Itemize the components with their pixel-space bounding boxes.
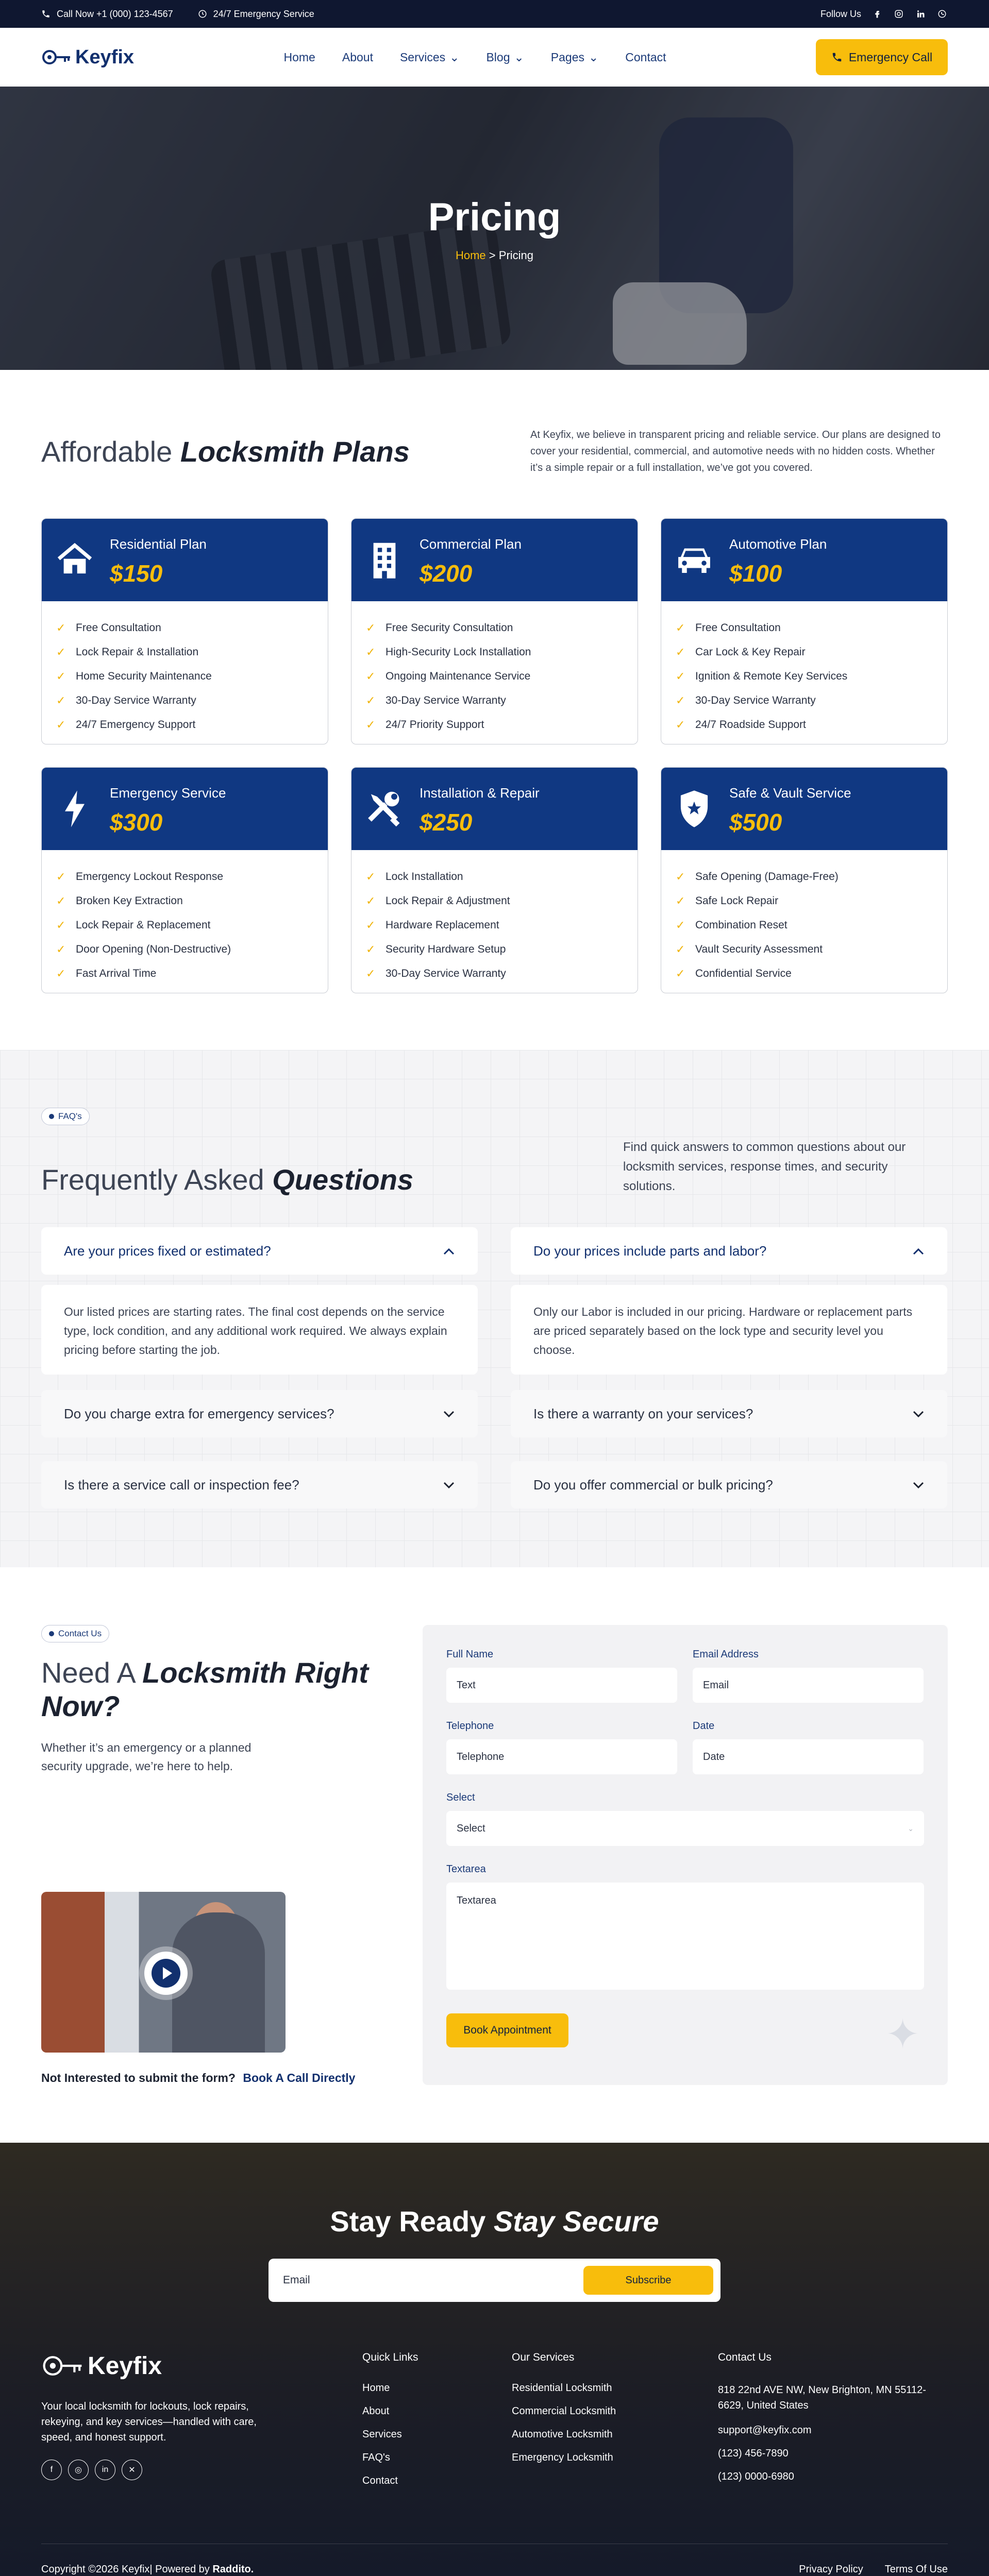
call-now[interactable] <box>41 9 173 20</box>
pricing-title <box>41 435 410 468</box>
plan-feature <box>366 640 623 664</box>
privacy-policy-link[interactable]: Privacy Policy <box>799 2564 863 2575</box>
linkedin-icon[interactable]: in <box>95 2460 115 2480</box>
plan-feature-text: 30-Day Service Warranty <box>385 694 506 706</box>
plan-feature-text: Door Opening (Non-Destructive) <box>76 943 231 955</box>
plan-name: Automotive Plan <box>729 536 827 552</box>
nav-blog-label: Blog <box>486 50 510 64</box>
instagram-icon[interactable]: ◎ <box>68 2460 89 2480</box>
breadcrumb-home[interactable]: Home <box>455 248 486 262</box>
subscribe-title-em: Stay Secure <box>493 2205 659 2238</box>
check-icon: ✓ <box>56 894 66 907</box>
plan-card <box>661 767 948 993</box>
logo[interactable] <box>41 46 134 69</box>
contact-section <box>0 1567 989 2143</box>
plan-feature-text: Ignition & Remote Key Services <box>695 670 848 682</box>
plan-feature <box>366 664 623 688</box>
plan-header <box>351 768 638 850</box>
x-twitter-icon[interactable]: ✕ <box>122 2460 142 2480</box>
faq-question-text: Do your prices include parts and labor? <box>533 1243 767 1259</box>
clock-icon <box>198 9 207 19</box>
plan-feature-text: Hardware Replacement <box>385 919 499 931</box>
plan-feature <box>56 913 313 937</box>
phone-icon <box>41 9 51 19</box>
check-icon: ✓ <box>676 918 685 931</box>
subscribe-form <box>269 2259 720 2302</box>
subscribe-title <box>41 2205 948 2238</box>
plan-feature-text: Home Security Maintenance <box>76 670 212 682</box>
plan-name: Safe & Vault Service <box>729 785 851 801</box>
shoe-image <box>613 282 747 365</box>
footer-link-about[interactable]: About <box>362 2405 390 2417</box>
check-icon: ✓ <box>56 870 66 883</box>
plan-features <box>661 601 947 744</box>
plan-feature-text: 24/7 Emergency Support <box>76 718 196 731</box>
emergency-service-text: 24/7 Emergency Service <box>213 8 314 19</box>
powered-by-link[interactable]: Raddito. <box>212 2564 254 2575</box>
plan-feature-text: 30-Day Service Warranty <box>385 967 506 979</box>
check-icon: ✓ <box>56 621 66 634</box>
contact-title <box>41 1656 402 1723</box>
plan-feature-text: Ongoing Maintenance Service <box>385 670 531 682</box>
plan-feature <box>676 640 933 664</box>
house-icon <box>55 540 94 580</box>
plan-name: Commercial Plan <box>420 536 522 552</box>
pricing-intro: At Keyfix, we believe in transparent pricing and reliable service. Our plans are designed to cover your residential, commercial, and automotive needs with no hidden costs. Whether it’s a simple repair or a full installation, we’ve got you covered. <box>530 429 941 473</box>
faq-title <box>41 1163 413 1196</box>
plan-feature <box>56 616 313 640</box>
logo-text: Keyfix <box>75 46 135 68</box>
check-icon: ✓ <box>56 718 66 731</box>
plan-feature <box>56 713 313 737</box>
contact-us-title: Contact Us <box>718 2351 772 2363</box>
chevron-up-icon <box>443 1243 455 1259</box>
copyright <box>41 2564 254 2575</box>
key-logo-icon <box>41 47 72 67</box>
plan-feature <box>676 713 933 737</box>
faq-question[interactable] <box>511 1461 947 1509</box>
subscribe-email-input[interactable]: Email <box>283 2274 310 2286</box>
plans-grid <box>41 518 948 993</box>
date-label: Date <box>693 1720 715 1732</box>
plan-feature <box>56 640 313 664</box>
plan-price: $250 <box>420 809 473 836</box>
footer-about: Your local locksmith for lockouts, lock repairs, rekeying, and key services—handled with care, speed, and honest support. <box>41 2401 257 2443</box>
check-icon: ✓ <box>56 918 66 931</box>
faq-question[interactable] <box>41 1461 478 1509</box>
plan-card <box>351 518 638 744</box>
footer-link-home[interactable]: Home <box>362 2382 390 2394</box>
faq-question[interactable] <box>41 1227 478 1275</box>
play-icon <box>150 1958 181 1989</box>
building-icon <box>365 540 404 580</box>
check-icon: ✓ <box>366 621 376 634</box>
check-icon: ✓ <box>366 967 376 980</box>
telephone-input[interactable]: Telephone <box>446 1739 677 1774</box>
lightning-icon <box>55 789 94 828</box>
pricing-section <box>0 370 989 1050</box>
hero-banner <box>0 87 989 370</box>
select-label: Select <box>446 1792 475 1803</box>
nav-services[interactable] <box>400 50 459 64</box>
subscribe-button[interactable]: Subscribe <box>583 2266 713 2295</box>
date-input[interactable]: Date <box>693 1739 924 1774</box>
whatsapp-icon[interactable] <box>936 8 948 20</box>
plan-name: Residential Plan <box>110 536 207 552</box>
facebook-icon[interactable] <box>871 8 883 20</box>
plan-feature <box>366 713 623 737</box>
plan-feature-text: Vault Security Assessment <box>695 943 823 955</box>
footer-phone[interactable]: (123) 456-7890 <box>718 2448 789 2459</box>
footer-logo[interactable] <box>41 2351 362 2380</box>
emergency-call-button[interactable] <box>816 39 948 75</box>
follow-us-label: Follow Us <box>820 8 861 19</box>
plan-feature <box>676 865 933 889</box>
plan-feature <box>676 664 933 688</box>
plan-header <box>351 519 638 601</box>
faq-title-em: Questions <box>272 1163 414 1196</box>
terms-of-use-link[interactable]: Terms Of Use <box>884 2564 948 2575</box>
our-services-title: Our Services <box>512 2351 575 2363</box>
facebook-icon[interactable]: f <box>41 2460 62 2480</box>
plan-header <box>661 519 947 601</box>
plan-features <box>351 601 638 744</box>
dot-icon <box>49 1631 54 1636</box>
check-icon: ✓ <box>676 870 685 883</box>
plan-feature-text: 30-Day Service Warranty <box>695 694 816 706</box>
faq-column-left <box>41 1227 478 1509</box>
faq-section <box>0 1050 989 1567</box>
plan-feature-text: Broken Key Extraction <box>76 894 183 907</box>
check-icon: ✓ <box>56 693 66 707</box>
plan-feature-text: High-Security Lock Installation <box>385 646 531 658</box>
nav-services-label: Services <box>399 50 446 64</box>
chevron-down-icon: ⌄ <box>908 1824 914 1833</box>
check-icon: ✓ <box>366 942 376 956</box>
plan-feature-text: Security Hardware Setup <box>385 943 506 955</box>
email-input[interactable]: Email <box>693 1668 924 1703</box>
plan-price: $500 <box>729 809 782 836</box>
main-nav <box>284 50 666 64</box>
plan-feature-text: Combination Reset <box>695 919 787 931</box>
check-icon: ✓ <box>676 894 685 907</box>
check-icon: ✓ <box>676 621 685 634</box>
key-logo-icon <box>41 2351 85 2380</box>
contact-pill-label: Contact Us <box>58 1629 102 1638</box>
textarea-label: Textarea <box>446 1863 486 1875</box>
locksmith-body-image <box>172 1912 265 2053</box>
plan-card <box>41 518 328 744</box>
breadcrumb-separator: > <box>489 248 496 262</box>
toolbox-image <box>209 222 512 370</box>
faq-question[interactable] <box>511 1390 947 1437</box>
plan-price: $300 <box>110 809 163 836</box>
plan-feature-text: 24/7 Roadside Support <box>695 718 806 731</box>
check-icon: ✓ <box>366 894 376 907</box>
check-icon: ✓ <box>366 918 376 931</box>
check-icon: ✓ <box>676 693 685 707</box>
chevron-down-icon: ⌄ <box>589 50 599 64</box>
plan-feature <box>56 937 313 961</box>
plan-feature-text: Lock Repair & Adjustment <box>385 894 510 907</box>
chevron-down-icon: ⌄ <box>514 50 524 64</box>
faq-answer: Only our Labor is included in our pricing. Hardware or replacement parts are priced separately based on the lock type and security level you choose. <box>511 1285 947 1375</box>
footer-bottom <box>41 2544 948 2576</box>
email-label: Email Address <box>693 1649 759 1660</box>
faq-question-text: Do you offer commercial or bulk pricing? <box>533 1477 773 1493</box>
check-icon: ✓ <box>676 718 685 731</box>
contact-pill <box>41 1625 109 1642</box>
plan-features <box>42 601 328 744</box>
plan-feature <box>366 937 623 961</box>
contact-title-em: Locksmith Right Now? <box>41 1656 368 1722</box>
check-icon: ✓ <box>366 693 376 707</box>
emergency-service <box>198 9 314 20</box>
plan-feature <box>366 616 623 640</box>
plan-feature-text: Free Consultation <box>76 621 161 634</box>
faq-pill-label: FAQ's <box>58 1111 82 1121</box>
check-icon: ✓ <box>676 669 685 683</box>
select-value: Select <box>457 1822 485 1834</box>
phone-icon <box>831 52 843 63</box>
chevron-down-icon <box>912 1477 925 1493</box>
plan-feature <box>56 889 313 913</box>
chevron-down-icon <box>912 1406 925 1422</box>
footer-service-link[interactable]: Automotive Locksmith <box>512 2429 613 2440</box>
plan-feature <box>676 913 933 937</box>
check-icon: ✓ <box>366 645 376 658</box>
plan-feature <box>366 688 623 713</box>
top-bar <box>0 0 989 28</box>
chevron-down-icon: ⌄ <box>449 50 460 64</box>
plan-price: $200 <box>420 560 473 587</box>
plan-feature-text: Lock Installation <box>385 870 463 883</box>
chevron-down-icon <box>443 1477 455 1493</box>
footer-logo-text: Keyfix <box>88 2352 162 2380</box>
plan-feature <box>366 865 623 889</box>
plan-name: Installation & Repair <box>420 785 540 801</box>
footer-address: 818 22nd AVE NW, New Brighton, MN 55112-6629, United States <box>718 2384 926 2411</box>
plan-feature-text: Safe Lock Repair <box>695 894 779 907</box>
plan-price: $150 <box>110 560 163 587</box>
plan-feature <box>56 688 313 713</box>
contact-title-plain: Need A <box>41 1656 143 1689</box>
footer-service-link[interactable]: Emergency Locksmith <box>512 2452 613 2463</box>
plan-feature-text: Free Security Consultation <box>385 621 513 634</box>
plan-card <box>351 767 638 993</box>
check-icon: ✓ <box>56 669 66 683</box>
direct-call-line <box>41 2071 402 2085</box>
book-call-link[interactable]: Book A Call Directly <box>243 2071 356 2084</box>
linkedin-icon[interactable] <box>915 8 926 20</box>
faq-question-text: Are your prices fixed or estimated? <box>64 1243 271 1259</box>
plan-card <box>41 767 328 993</box>
car-icon <box>675 540 714 580</box>
contact-lead: Whether it’s an emergency or a planned security upgrade, we’re here to help. <box>41 1741 252 1773</box>
plan-header <box>42 519 328 601</box>
plan-feature-text: Lock Repair & Replacement <box>76 919 211 931</box>
subscribe-title-plain: Stay Ready <box>330 2205 494 2238</box>
faq-column-right <box>511 1227 947 1509</box>
plan-feature <box>366 913 623 937</box>
plan-feature-text: Emergency Lockout Response <box>76 870 223 883</box>
footer-phone[interactable]: (123) 0000-6980 <box>718 2471 794 2482</box>
plan-feature-text: 24/7 Priority Support <box>385 718 484 731</box>
video-thumbnail[interactable] <box>41 1892 286 2053</box>
nav-about[interactable]: About <box>342 50 373 64</box>
telephone-label: Telephone <box>446 1720 494 1732</box>
instagram-icon[interactable] <box>893 8 904 20</box>
footer-link-contact[interactable]: Contact <box>362 2475 398 2486</box>
plan-name: Emergency Service <box>110 785 226 801</box>
check-icon: ✓ <box>56 967 66 980</box>
shield-icon <box>675 789 714 828</box>
breadcrumb-current: Pricing <box>498 248 534 262</box>
play-button[interactable] <box>144 1952 188 1995</box>
footer-service-link[interactable]: Commercial Locksmith <box>512 2405 616 2417</box>
service-select[interactable] <box>446 1811 924 1846</box>
plan-card <box>661 518 948 744</box>
plan-feature <box>56 664 313 688</box>
plan-features <box>661 850 947 993</box>
plan-feature <box>56 961 313 986</box>
site-footer <box>0 2143 989 2576</box>
footer-link-faqs[interactable]: FAQ's <box>362 2452 390 2463</box>
faq-answer: Our listed prices are starting rates. The final cost depends on the service type, lock condition, and any additional work required. We always explain pricing before starting the job. <box>41 1285 478 1375</box>
message-textarea[interactable]: Textarea <box>446 1883 924 1990</box>
faq-question-text: Do you charge extra for emergency services? <box>64 1405 334 1421</box>
chevron-down-icon <box>443 1406 455 1422</box>
full-name-input[interactable]: Text <box>446 1668 677 1703</box>
check-icon: ✓ <box>56 645 66 658</box>
plan-feature <box>676 616 933 640</box>
plan-feature-text: 30-Day Service Warranty <box>76 694 196 706</box>
faq-title-plain: Frequently Asked <box>41 1163 273 1196</box>
plan-feature <box>366 961 623 986</box>
pricing-title-em: Locksmith Plans <box>180 435 410 468</box>
site-header <box>0 28 989 87</box>
sparkle-icon: ✦ <box>885 2011 920 2057</box>
pricing-title-plain: Affordable <box>41 435 180 468</box>
faq-pill <box>41 1108 90 1125</box>
dot-icon <box>49 1114 54 1119</box>
check-icon: ✓ <box>676 645 685 658</box>
plan-features <box>351 850 638 993</box>
emergency-call-label: Emergency Call <box>848 50 933 64</box>
plan-feature <box>676 688 933 713</box>
plan-feature-text: Car Lock & Key Repair <box>695 646 806 658</box>
appointment-form <box>423 1625 948 2085</box>
quick-links-title: Quick Links <box>362 2351 418 2363</box>
plan-feature <box>676 961 933 986</box>
nav-home[interactable]: Home <box>283 50 315 64</box>
check-icon: ✓ <box>366 718 376 731</box>
nav-pages-label: Pages <box>550 50 584 64</box>
call-now-text: Call Now +1 (000) 123-4567 <box>57 8 173 19</box>
check-icon: ✓ <box>56 942 66 956</box>
plan-feature <box>56 865 313 889</box>
plan-price: $100 <box>729 560 782 587</box>
plan-feature-text: Confidential Service <box>695 967 792 979</box>
plan-header <box>42 768 328 850</box>
copyright-text: Copyright ©2026 Keyfix| Powered by <box>41 2564 210 2575</box>
faq-intro: Find quick answers to common questions about our locksmith services, response times, and security solutions. <box>623 1140 906 1193</box>
full-name-label: Full Name <box>446 1649 494 1660</box>
plan-feature-text: Free Consultation <box>695 621 781 634</box>
direct-call-text: Not Interested to submit the form? <box>41 2071 236 2084</box>
plan-feature-text: Safe Opening (Damage-Free) <box>695 870 839 883</box>
tools-icon <box>365 789 404 828</box>
plan-header <box>661 768 947 850</box>
plan-feature-text: Fast Arrival Time <box>76 967 157 979</box>
book-appointment-button[interactable]: Book Appointment <box>446 2013 568 2047</box>
nav-contact[interactable]: Contact <box>625 50 666 64</box>
worker-image <box>659 117 793 313</box>
plan-features <box>42 850 328 993</box>
faq-question[interactable] <box>41 1390 478 1437</box>
plan-feature-text: Lock Repair & Installation <box>76 646 199 658</box>
nav-blog[interactable] <box>486 50 524 64</box>
check-icon: ✓ <box>676 967 685 980</box>
faq-question[interactable] <box>511 1227 947 1275</box>
check-icon: ✓ <box>366 669 376 683</box>
footer-service-link[interactable]: Residential Locksmith <box>512 2382 612 2394</box>
check-icon: ✓ <box>366 870 376 883</box>
plan-feature <box>366 889 623 913</box>
page-title: Pricing <box>428 195 561 239</box>
chevron-up-icon <box>912 1243 925 1259</box>
nav-pages[interactable] <box>551 50 599 64</box>
footer-link-services[interactable]: Services <box>362 2429 402 2440</box>
check-icon: ✓ <box>676 942 685 956</box>
breadcrumb <box>456 249 533 262</box>
faq-question-text: Is there a service call or inspection fee? <box>64 1477 299 1493</box>
faq-question-text: Is there a warranty on your services? <box>533 1405 753 1421</box>
plan-feature <box>676 889 933 913</box>
plan-feature <box>676 937 933 961</box>
footer-email[interactable]: support@keyfix.com <box>718 2425 812 2436</box>
